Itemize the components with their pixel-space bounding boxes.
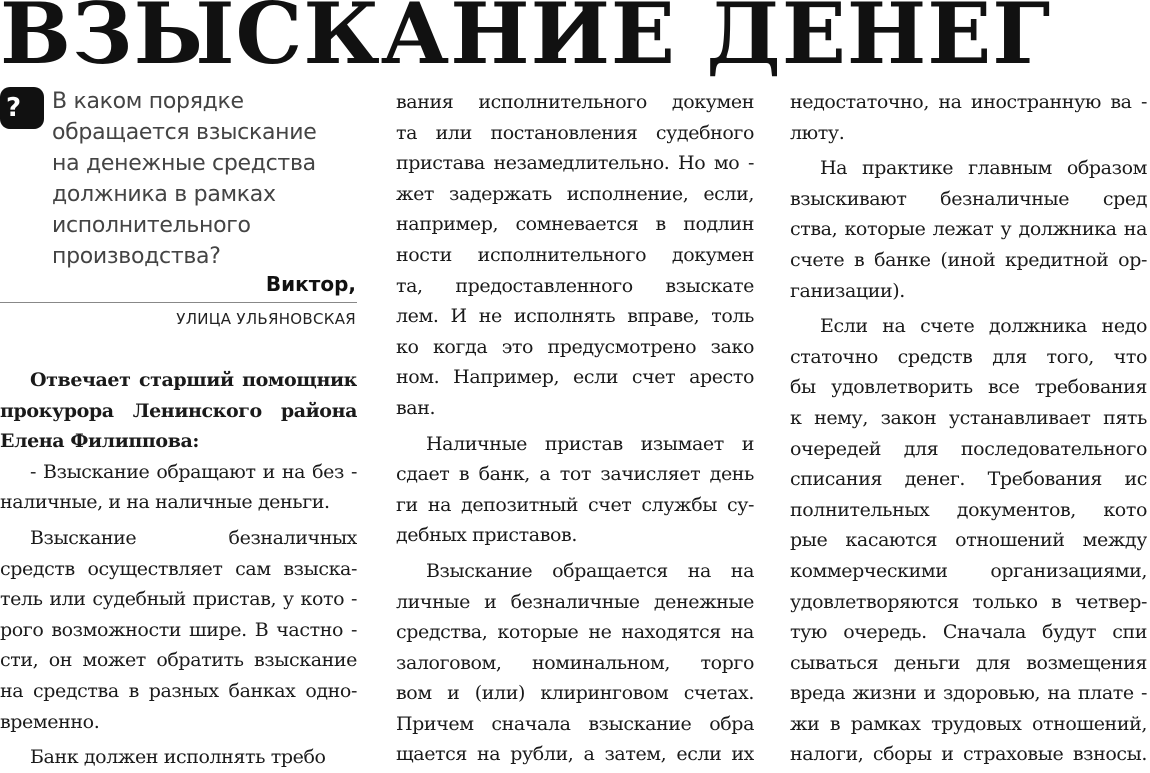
text-line: Банк должен исполнять требо	[30, 746, 326, 769]
text-line: тель или судебный пристав, у кото -	[0, 588, 357, 611]
text-line: к нему, закон устанавливает пять	[790, 406, 1147, 429]
text-line: ги на депозитный счет службы су-	[396, 493, 754, 516]
text-line: сти, он может обратить взыскание	[0, 649, 357, 672]
reader-question	[52, 86, 352, 272]
text-line: ко когда это предусмотрено зако	[396, 335, 754, 358]
text-line: рые касаются отношений между	[790, 529, 1147, 552]
author-street: УЛИЦА УЛЬЯНОВСКАЯ	[176, 310, 356, 328]
text-line: вом и (или) клиринговом счетах.	[396, 682, 754, 705]
answer-attribution-line: Елена Филиппова:	[0, 430, 200, 453]
text-line: коммерческими организациями,	[790, 559, 1147, 582]
text-line: вания исполнительного докумен	[396, 91, 754, 113]
text-line: тую очередь. Сначала будут спи	[790, 621, 1147, 644]
question-author: Виктор,	[265, 272, 356, 296]
text-line: ства, которые лежат у должника на	[790, 218, 1147, 241]
text-line: лем. И не исполнять вправе, толь	[396, 305, 754, 328]
text-line: взыскивают безналичные сред	[790, 187, 1147, 210]
text-line: ности исполнительного докумен	[396, 243, 754, 266]
text-line: бы удовлетворить все требования	[790, 376, 1147, 399]
text-line: Взыскание безналичных	[30, 526, 357, 549]
text-line: пристава незамедлительно. Но мо -	[396, 152, 754, 175]
question-line: производства?	[52, 244, 221, 269]
text-line: та или постановления судебного	[396, 121, 754, 144]
text-line: Если на счете должника недо	[820, 315, 1147, 338]
text-line: статочно средств для того, что	[790, 345, 1147, 368]
text-line: та, предоставленного взыскате	[396, 274, 754, 297]
text-line: наличные, и на наличные деньги.	[0, 491, 330, 514]
answer-attribution-line: прокурора Ленинского района	[0, 399, 357, 422]
text-line: - Взыскание обращают и на без -	[30, 460, 357, 483]
text-line: на средства в разных банках одно-	[0, 679, 357, 702]
article-column-2	[396, 87, 754, 770]
article-column-1	[0, 365, 357, 773]
text-line: средств осуществляет сам взыска-	[0, 557, 357, 580]
text-line: люту.	[790, 121, 845, 144]
text-line: налоги, сборы и страховые взносы.	[790, 743, 1147, 766]
text-line: временно.	[0, 710, 100, 733]
question-line: на денежные средства	[52, 151, 316, 176]
divider	[0, 302, 357, 303]
text-line: счете в банке (иной кредитной ор-	[790, 248, 1147, 271]
text-line: ганизации).	[790, 279, 905, 302]
text-line: дебных приставов.	[396, 524, 577, 547]
text-line: например, сомневается в подлин	[396, 213, 754, 236]
text-line: списания денег. Требования ис	[790, 468, 1147, 491]
text-line: очередей для последовательного	[790, 437, 1147, 460]
text-line: Причем сначала взыскание обра	[396, 712, 754, 735]
text-line: щается на рубли, а затем, если их	[396, 743, 754, 766]
text-line: жи в рамках трудовых отношений,	[790, 712, 1147, 735]
question-line: В каком порядке	[52, 89, 244, 114]
text-line: залоговом, номинальном, торго	[396, 651, 754, 674]
text-line: Взыскание обращается на на	[426, 559, 754, 582]
text-line: личные и безналичные денежные	[396, 590, 754, 613]
text-line: сдает в банк, а тот зачисляет день	[396, 463, 754, 486]
text-line: удовлетворяются только в четвер-	[790, 590, 1147, 613]
text-line: полнительных документов, кото	[790, 498, 1147, 521]
text-line: На практике главным образом	[820, 157, 1147, 180]
article-column-3	[790, 87, 1147, 770]
text-line: рого возможности шире. В частно -	[0, 618, 357, 641]
answer-attribution-line: Отвечает старший помощник	[30, 369, 357, 391]
text-line: средства, которые не находятся на	[396, 621, 754, 644]
headline: ВЗЫСКАНИЕ ДЕНЕГ	[0, 0, 1052, 83]
text-line: ван.	[396, 396, 436, 419]
question-line: должника в рамках	[52, 182, 276, 207]
question-line: обращается взыскание	[52, 120, 317, 145]
text-line: жет задержать исполнение, если,	[396, 182, 754, 205]
question-line: исполнительного	[52, 213, 251, 238]
question-mark-icon: ?	[0, 87, 44, 129]
text-line: ном. Например, если счет аресто	[396, 366, 754, 389]
text-line: Наличные пристав изымает и	[426, 432, 754, 455]
text-line: недостаточно, на иностранную ва -	[790, 91, 1147, 113]
text-line: вреда жизни и здоровью, на плате -	[790, 682, 1147, 705]
text-line: сываться деньги для возмещения	[790, 651, 1147, 674]
